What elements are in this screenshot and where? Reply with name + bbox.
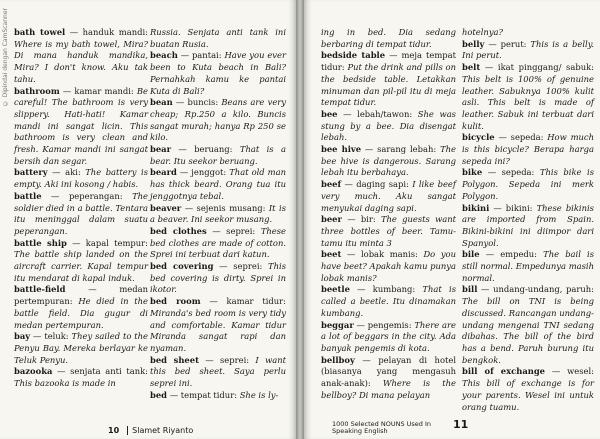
entry-example-text: ing in bed. Dia sedang berbaring di tempat tidur. <box>321 27 456 49</box>
dictionary-entry <box>462 203 594 250</box>
entry-definition: — daging sapi: <box>341 179 413 190</box>
dictionary-entry <box>321 27 456 50</box>
dictionary-entry <box>14 331 148 366</box>
entry-example-text: They sailed to the Penyu Bay. Mereka berlayar ke Teluk Penyu. <box>14 331 148 365</box>
entry-definition: — bir: <box>341 214 381 225</box>
book-title-line-1: 1000 Selected NOUNS Used In <box>332 420 432 428</box>
entry-example-text: This bike is Polygon. Sepeda ini merk Polygon. <box>462 167 595 201</box>
entry-definition: — sepeda: <box>482 167 540 178</box>
entry-example-text: How much is this bicycle? Berapa harga sepeda ini? <box>462 132 594 166</box>
dictionary-entry <box>150 50 286 97</box>
dictionary-entry <box>321 50 456 109</box>
dictionary-entry <box>321 179 456 214</box>
dictionary-entry <box>14 284 148 331</box>
entry-example-text: This is a belly. Ini perut. <box>462 38 594 61</box>
entry-headword: bed room <box>150 296 201 307</box>
right-footer <box>332 418 469 435</box>
entry-example-text: This bazooka is made in <box>14 378 116 389</box>
page-number-left: 10 <box>108 426 120 435</box>
entry-headword: belt <box>462 62 481 73</box>
dictionary-entry <box>462 39 594 62</box>
dictionary-entry <box>462 366 594 413</box>
entry-definition: — medan pertempuran: <box>14 284 148 307</box>
dictionary-entry <box>150 27 286 50</box>
column-1 <box>14 27 148 390</box>
dictionary-entry <box>321 144 456 179</box>
entry-headword: bed sheet <box>150 354 199 365</box>
entry-headword: bee hive <box>321 144 362 155</box>
author-name: Slamet Riyanto <box>132 426 194 435</box>
dictionary-entry <box>150 203 286 226</box>
entry-definition: — beruang: <box>171 144 240 155</box>
dictionary-entry <box>462 284 594 366</box>
entry-example-text: The bail is still normal. Empedunya masih normal. <box>462 249 595 283</box>
entry-definition: — tempat tidur: <box>167 389 240 400</box>
entry-example-text: This bill of exchange is for your parents. Wesel ini untuk orang tuamu. <box>462 378 594 412</box>
dictionary-entry <box>321 320 456 355</box>
dictionary-entry <box>14 191 148 238</box>
dictionary-entry <box>150 261 286 296</box>
entry-headword: bed clothes <box>150 225 207 236</box>
entry-example-text: He died in the battle field. Dia gugur di medan pertempuran. <box>14 296 148 330</box>
entry-headword: battery <box>14 167 48 178</box>
entry-example-text: Miranda's bed room is very tidy and comfortable. Kamar tidur Miranda sangat rapi dan nyaman. <box>150 307 286 353</box>
column-4 <box>462 27 594 413</box>
entry-definition: — perut: <box>484 38 531 49</box>
entry-example-text: I like beef very much. Aku sangat menyukai daging sapi. <box>321 179 456 213</box>
entry-definition: — kumbang: <box>349 284 423 295</box>
left-page <box>0 0 296 439</box>
entry-headword: battle ship <box>14 237 67 248</box>
dictionary-entry <box>321 109 456 144</box>
dictionary-entry <box>14 238 148 285</box>
entry-headword: belly <box>462 38 485 49</box>
entry-headword: battle <box>14 190 42 201</box>
dictionary-entry <box>462 62 594 132</box>
entry-example-text: Russia. Senjata anti tank ini buatan Rusia. <box>150 27 286 49</box>
entry-definition: — ikat pinggang/ sabuk: <box>480 62 594 73</box>
entry-headword: bellboy <box>321 354 355 365</box>
dictionary-entry <box>14 27 148 86</box>
entry-definition: — sarang lebah: <box>361 144 441 155</box>
entry-example-text: It is a beaver. Ini seekor musang. <box>150 202 286 225</box>
entry-definition: — buncis: <box>172 97 222 108</box>
entry-example-text: That is called a beetle. Itu dinamakan kumbang. <box>321 284 457 318</box>
entry-example-text: The battery is empty. Aki ini kosong / habis. <box>14 167 148 190</box>
entry-definition: — seprei: <box>206 225 261 236</box>
entry-example-text: This belt is 100% of genuine leather. Sabuknya 100% kulit asli. This belt is made of leather. Sabuk ini terbuat dari kulit. <box>462 73 594 131</box>
dictionary-entry <box>150 144 286 167</box>
footer-divider <box>127 426 128 435</box>
entry-headword: beach <box>150 50 178 61</box>
entry-example-text: The battle ship landed on the aircraft carrier. Kapal tempur itu mendarat di kapal induk. <box>14 249 148 283</box>
entry-definition: — lobak manis: <box>341 249 424 260</box>
right-page <box>304 0 600 439</box>
dictionary-entry <box>14 167 148 190</box>
dictionary-entry <box>462 27 594 39</box>
entry-definition: — sejenis musang: <box>181 202 269 213</box>
book-title-line-2: Speaking English <box>332 427 388 435</box>
book-gutter <box>296 0 304 439</box>
entry-definition: — lebah/tawon: <box>337 108 418 119</box>
dictionary-entry <box>150 167 286 202</box>
entry-definition: — senjata anti tank: <box>52 366 148 377</box>
entry-headword: bile <box>462 249 480 260</box>
entry-example-text: There are a lot of beggars in the city. Ada banyak pengemis di kota. <box>321 319 456 353</box>
entry-headword: bill of exchange <box>462 366 546 377</box>
dictionary-entry <box>150 355 286 390</box>
entry-example-text: Do you have beet? Apakah kamu punya lobak manis? <box>321 249 456 283</box>
entry-headword: bike <box>462 167 483 178</box>
dictionary-entry <box>321 284 456 319</box>
entry-headword: beet <box>321 249 342 260</box>
entry-headword: bed <box>150 389 168 400</box>
entry-headword: bathroom <box>14 85 60 96</box>
dictionary-entry <box>321 355 456 402</box>
entry-example-text: She is ly- <box>239 389 279 400</box>
entry-headword: bay <box>14 331 31 342</box>
entry-example-text: This bed covering is dirty. Sprei in ikotor. <box>150 261 286 295</box>
dictionary-entry <box>321 249 456 284</box>
entry-headword: bikini <box>462 202 490 213</box>
left-footer <box>108 426 193 435</box>
entry-definition: — pantai: <box>177 50 225 61</box>
entry-example-text: Put the drink and pills on the bedside table. Letakkan minuman dan pil-pil itu di meja tempat tidur. <box>321 62 456 108</box>
entry-headword: bill <box>462 284 478 295</box>
entry-example-text: Where is the bellboy? Di mana pelayan <box>321 378 457 400</box>
entry-example-text: The soldier died in a battle. Tentara itu meninggal dalam suatu peperangan. <box>14 190 148 236</box>
entry-definition: — teluk: <box>30 331 72 342</box>
entry-headword: battle-field <box>14 284 66 295</box>
entry-headword: beetle <box>321 284 350 295</box>
entry-headword: bedside table <box>321 50 386 61</box>
entry-definition: — meja tempat tidur: <box>321 50 456 73</box>
entry-definition: — handuk mandi: <box>65 27 148 37</box>
entry-headword: beggar <box>321 319 354 330</box>
dictionary-entry <box>462 132 594 167</box>
entry-definition: — seprei: <box>198 354 256 365</box>
scanner-watermark: © Dipindai dengan CamScanner <box>2 8 9 107</box>
entry-headword: beer <box>321 214 342 225</box>
entry-definition: — seprei: <box>213 261 269 272</box>
entry-example-text: Have you ever been to Kuta beach in Bali? Pernahkah kamu ke pantai Kuta di Bali? <box>150 50 286 96</box>
entry-definition: — sepeda: <box>494 132 548 143</box>
entry-definition: — peperangan: <box>41 190 133 201</box>
entry-headword: bean <box>150 97 173 108</box>
entry-example-text: Where is my bath towel, Mira? Di mana handuk mandika, Mira? I don't know. Aku tak tahu. <box>14 38 148 84</box>
entry-definition: — pengemis: <box>353 319 415 330</box>
dictionary-entry <box>150 296 286 355</box>
entry-definition: — pelayan di hotel (biasanya yang mengasuh anak-anak): <box>321 354 456 389</box>
entry-definition: — aki: <box>47 167 86 178</box>
entry-definition: — undang-undang, paruh: <box>477 284 594 295</box>
entry-example-text: Beans are very cheap; Rp.250 a kilo. Buncis sangat murah; hanya Rp 250 se kilo. <box>150 97 287 143</box>
entry-headword: bazooka <box>14 366 53 377</box>
entry-definition: — kapal tempur: <box>66 237 148 248</box>
entry-definition: — kamar mandi: <box>59 85 137 96</box>
entry-headword: bicycle <box>462 132 495 143</box>
dictionary-entry <box>321 214 456 249</box>
entry-example-text: The bee hive is dangerous. Sarang lebah itu berbahaya. <box>321 144 456 178</box>
dictionary-entry <box>150 97 286 144</box>
entry-example-text: The bill on TNI is being discussed. Rancangan undang-undang mengenai TNI sedang dibahas. The bill of the bird has a bend. Paruh burung itu bengkok. <box>462 296 594 365</box>
entry-headword: beard <box>150 167 177 178</box>
entry-headword: bear <box>150 144 172 155</box>
column-3 <box>321 27 456 402</box>
entry-example-text: These bed clothes are made of cotton. Sprei ini terbuat dari katun. <box>150 225 287 260</box>
dictionary-entry <box>462 249 594 284</box>
entry-headword: bee <box>321 108 338 119</box>
entry-definition: — jenggot: <box>176 167 230 178</box>
entry-example-text: I want this bed sheet. Saya perlu seprei ini. <box>150 354 286 389</box>
column-2 <box>150 27 286 402</box>
entry-example-text: These bikinis are imported from Spain. Bikini-bikini ini diimpor dari Spanyol. <box>462 202 594 248</box>
entry-example-text: hotelnya? <box>462 27 504 37</box>
entry-definition: — bikini: <box>489 202 537 213</box>
entry-example-text: That is a bear. Itu seekor beruang. <box>150 144 286 166</box>
dictionary-entry <box>150 390 286 402</box>
dictionary-entry <box>14 366 148 389</box>
entry-headword: beaver <box>150 202 182 213</box>
entry-example-text: She was stung by a bee. Dia disengat lebah. <box>321 108 456 143</box>
dictionary-entry <box>462 167 594 202</box>
entry-definition: — wesel: <box>545 366 594 377</box>
entry-headword: beef <box>321 179 342 190</box>
entry-definition: — empedu: <box>479 249 544 260</box>
entry-headword: bed covering <box>150 261 214 272</box>
entry-example-text: The guests want three bottles of beer. Tamu-tamu itu minta 3 <box>321 214 456 248</box>
page-number-right: 11 <box>453 418 469 431</box>
dictionary-entry <box>14 86 148 168</box>
entry-example-text: That old man has thick beard. Orang tua itu jenggotnya tebal. <box>150 167 286 201</box>
entry-headword: bath towel <box>14 27 66 37</box>
entry-example-text: Be careful! The bathroom is very slippery. Hati-hati! Kamar mandi ini sangat licin. This bathroom is very clean and fresh. Kamar mandi ini sangat bersih dan segar. <box>14 85 148 166</box>
dictionary-entry <box>150 226 286 261</box>
entry-definition: — kamar tidur: <box>200 296 286 307</box>
